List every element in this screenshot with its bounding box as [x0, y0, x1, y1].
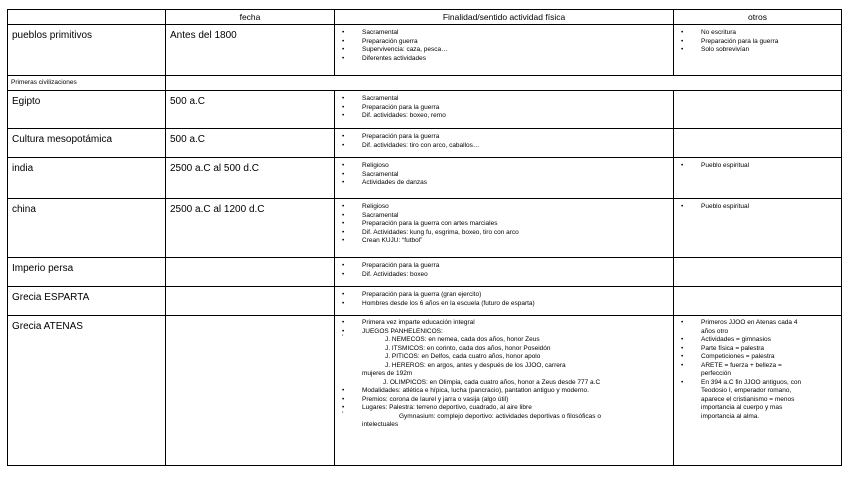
row-otros — [674, 258, 842, 287]
list-item: aparece el cristianismo = menos — [701, 395, 795, 403]
section-label: Primeras civilizaciones — [8, 76, 166, 91]
table-row — [8, 316, 842, 466]
row-name: Cultura mesopotámica — [8, 129, 166, 158]
table-row — [8, 258, 842, 287]
list-item: • Dif. Actividades: boxeo — [339, 271, 669, 280]
list-item: • Sacramental — [339, 29, 669, 38]
row-date — [166, 316, 335, 466]
header-cell-fecha: fecha — [166, 10, 335, 25]
list-item: • Pueblo espiritual — [678, 162, 837, 171]
list-item: • Religioso — [339, 162, 669, 171]
list-item: • Actividades de danzas — [339, 179, 669, 188]
list-item: • Diferentes actividades — [339, 55, 669, 64]
row-date: 2500 a.C al 1200 d.C — [166, 199, 335, 258]
list-item: • Preparación para la guerra con artes marciales — [339, 220, 669, 229]
list-item: • Sacramental — [339, 171, 669, 180]
section-empty — [166, 76, 842, 91]
list-item: • Modalidades: atlética e hípica, lucha (pancracio), pantatlon antiguo y moderno. — [339, 387, 669, 396]
table-row — [8, 25, 842, 76]
row-name: india — [8, 158, 166, 199]
list-item: • Solo sobrevivían — [678, 46, 837, 55]
list-item: J. HEREROS: en argos, antes y después de los JJOO, carrera — [385, 361, 566, 369]
row-date — [166, 258, 335, 287]
list-item: • Pueblo espiritual — [678, 203, 837, 212]
list-item: • Preparación para la guerra — [339, 104, 669, 113]
list-item: • Sacramental — [339, 212, 669, 221]
row-otros — [674, 316, 842, 466]
list-item: • Dif. actividades: boxeo, remo — [339, 112, 669, 121]
list-item: • Preparación para la guerra — [339, 262, 669, 271]
row-finalidad — [335, 91, 674, 129]
list-item: • JUEGOS PANHELENICOS: — [339, 328, 669, 337]
row-finalidad — [335, 25, 674, 76]
list-item: • Premios: corona de laurel y jarra o vasija (algo útil) — [339, 396, 669, 405]
list-item: mujeres de 192m — [362, 370, 413, 377]
list-item: J. ITSMICOS: en corinto, cada dos años, honor Poseidón — [385, 344, 551, 352]
list-item: • Parte física = palestra — [678, 345, 837, 354]
header-cell-finalidad: Finalidad/sentido actividad física — [335, 10, 674, 25]
list-item: • ARETE = fuerza + belleza = — [678, 362, 837, 371]
list-item: • Dif. Actividades: kung fu, esgrima, boxeo, tiro con arco — [339, 229, 669, 238]
header-cell-empty — [8, 10, 166, 25]
row-name: Imperio persa — [8, 258, 166, 287]
table-row — [8, 91, 842, 129]
list-item: • Primeros JJOO en Atenas cada 4 — [678, 319, 837, 328]
list-item: • Sacramental — [339, 95, 669, 104]
row-name: china — [8, 199, 166, 258]
table-row — [8, 158, 842, 199]
row-date: Antes del 1800 — [166, 25, 335, 76]
list-item: • Crean KUJU: “futbol” — [339, 237, 669, 246]
row-date — [166, 287, 335, 316]
row-finalidad — [335, 258, 674, 287]
list-item: ʼ Gymnasium: complejo deportivo: actividades deportivas o filosóficas o — [339, 413, 669, 422]
row-date: 2500 a.C al 500 d.C — [166, 158, 335, 199]
row-finalidad — [335, 199, 674, 258]
table-row — [8, 199, 842, 258]
list-item: • Dif. actividades: tiro con arco, caballos… — [339, 142, 669, 151]
row-name: pueblos primitivos — [8, 25, 166, 76]
row-finalidad — [335, 158, 674, 199]
list-item: intelectuales — [362, 421, 399, 428]
list-item: importancia al cuerpo y mas — [701, 404, 783, 411]
list-item: • Competiciones = palestra — [678, 353, 837, 362]
list-item: • No escritura — [678, 29, 837, 38]
list-item: • Actividades = gimnasios — [678, 336, 837, 345]
table-row — [8, 287, 842, 316]
row-date: 500 a.C — [166, 129, 335, 158]
list-item: • Lugares: Palestra: terreno deportivo, cuadrado, al aire libre — [339, 404, 669, 413]
header-row — [8, 10, 842, 25]
list-item: • Primera vez imparte educación integral — [339, 319, 669, 328]
list-item: J. PITICOS: en Delfos, cada cuatro años, honor apolo — [385, 353, 541, 360]
list-item: • Supervivencia: caza, pesca… — [339, 46, 669, 55]
row-date: 500 a.C — [166, 91, 335, 129]
list-item: importancia al alma. — [701, 412, 760, 420]
row-otros — [674, 199, 842, 258]
list-item: • Religioso — [339, 203, 669, 212]
list-item: J. OLIMPICOS: en Olimpia, cada cuatro años, honor a Zeus desde 777 a.C — [383, 378, 601, 386]
list-item: • Preparación para la guerra (gran ejercito) — [339, 291, 669, 300]
list-item: • En 394 a.C fin JJOO antiguos, con — [678, 379, 837, 388]
list-item: • Hombres desde los 6 años en la escuela (futuro de esparta) — [339, 300, 669, 309]
list-item: perfección — [701, 370, 731, 377]
row-otros — [674, 25, 842, 76]
section-row — [8, 76, 842, 91]
row-finalidad — [335, 129, 674, 158]
row-name: Grecia ATENAS — [8, 316, 166, 466]
list-item: ʼ J. NEMECOS: en nemea, cada dos años, honor Zeus — [339, 336, 669, 345]
row-name: Grecia ESPARTA — [8, 287, 166, 316]
history-table — [7, 9, 842, 466]
header-cell-otros: otros — [674, 10, 842, 25]
row-name: Egipto — [8, 91, 166, 129]
row-otros — [674, 129, 842, 158]
list-item: • Preparación guerra — [339, 38, 669, 47]
row-finalidad — [335, 316, 674, 466]
row-otros — [674, 91, 842, 129]
row-otros — [674, 287, 842, 316]
list-item: • Preparación para la guerra — [339, 133, 669, 142]
row-finalidad — [335, 287, 674, 316]
row-otros — [674, 158, 842, 199]
list-item: • Preparación para la guerra — [678, 38, 837, 47]
table-row — [8, 129, 842, 158]
list-item: años otro — [701, 327, 729, 335]
list-item: Teodosio I, emperador romano, — [701, 387, 792, 394]
